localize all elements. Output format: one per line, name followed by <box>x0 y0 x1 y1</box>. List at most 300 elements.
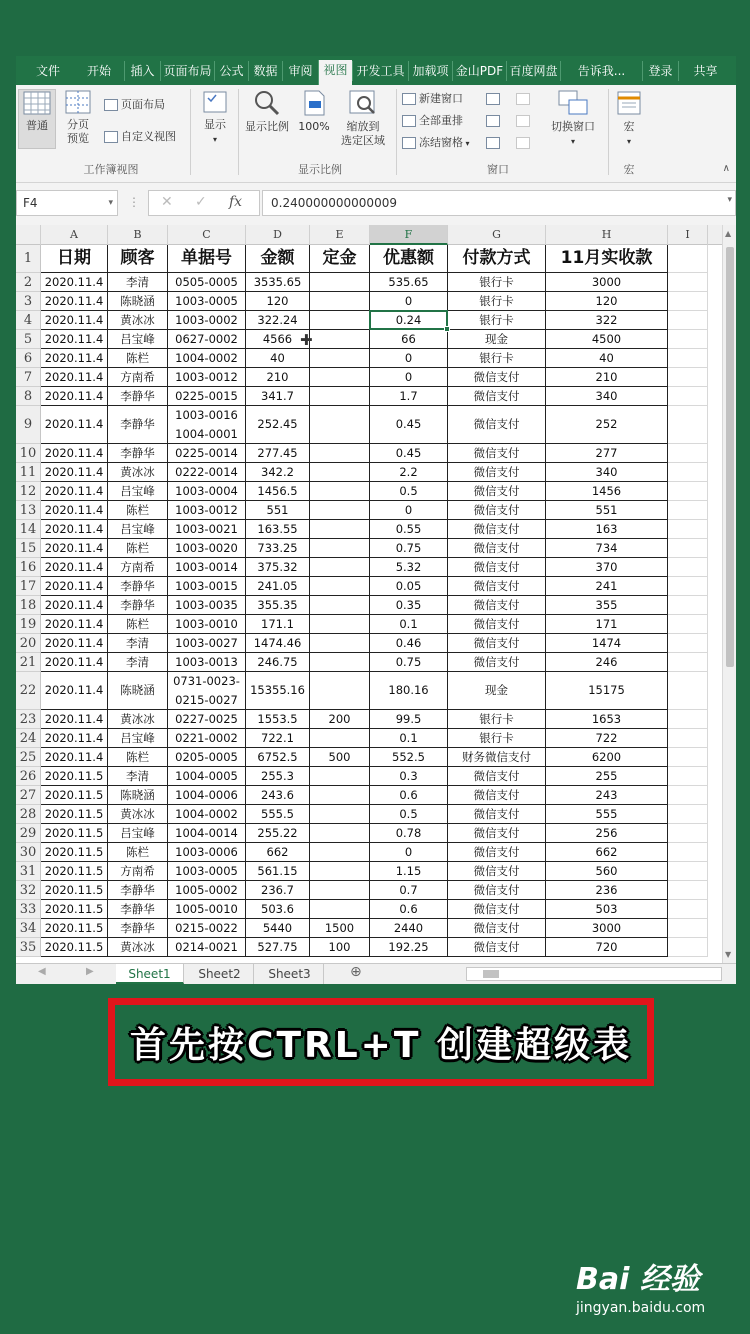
cell[interactable]: 0731-0023- 0215-0027 <box>168 672 246 710</box>
cell[interactable]: 0 <box>370 349 448 368</box>
show-button[interactable] <box>196 89 234 151</box>
row-header-15[interactable]: 15 <box>16 539 41 558</box>
cell[interactable]: 李清 <box>108 653 168 672</box>
cell[interactable] <box>310 767 370 786</box>
cell[interactable] <box>668 672 708 710</box>
row-header-18[interactable]: 18 <box>16 596 41 615</box>
cell[interactable]: 0.1 <box>370 729 448 748</box>
row-header-24[interactable]: 24 <box>16 729 41 748</box>
cell[interactable] <box>310 406 370 444</box>
cell[interactable]: 黄冰冰 <box>108 463 168 482</box>
cell[interactable]: 200 <box>310 710 370 729</box>
cell[interactable]: 1003-0015 <box>168 577 246 596</box>
row-header-10[interactable]: 10 <box>16 444 41 463</box>
sheet-tab-2[interactable]: Sheet2 <box>186 964 254 984</box>
cell[interactable]: 微信支付 <box>448 805 546 824</box>
cell[interactable] <box>310 824 370 843</box>
cell[interactable]: 2020.11.4 <box>41 672 108 710</box>
row-header-34[interactable]: 34 <box>16 919 41 938</box>
cell[interactable]: 277 <box>546 444 668 463</box>
cell[interactable]: 方南希 <box>108 368 168 387</box>
cell[interactable]: 255 <box>546 767 668 786</box>
cell[interactable]: 微信支付 <box>448 615 546 634</box>
cell[interactable]: 375.32 <box>246 558 310 577</box>
cell[interactable]: 527.75 <box>246 938 310 957</box>
cell[interactable]: 1003-0005 <box>168 862 246 881</box>
cell[interactable]: 微信支付 <box>448 881 546 900</box>
cell[interactable]: 100 <box>310 938 370 957</box>
cell[interactable]: 0.6 <box>370 786 448 805</box>
cell[interactable] <box>668 881 708 900</box>
cell[interactable]: 1500 <box>310 919 370 938</box>
cell[interactable]: 0505-0005 <box>168 273 246 292</box>
cell[interactable]: 2020.11.4 <box>41 444 108 463</box>
cell[interactable]: 2020.11.4 <box>41 558 108 577</box>
side-by-side-button[interactable] <box>516 91 533 107</box>
column-header-f[interactable]: F <box>370 225 448 245</box>
cell[interactable]: 0 <box>370 501 448 520</box>
cell[interactable] <box>310 577 370 596</box>
row-header-9[interactable]: 9 <box>16 406 41 444</box>
tab-6[interactable]: 审阅 <box>282 61 318 81</box>
cell[interactable] <box>668 558 708 577</box>
cell[interactable] <box>310 596 370 615</box>
cell[interactable]: 1003-0012 <box>168 368 246 387</box>
cell[interactable]: 340 <box>546 387 668 406</box>
row-header-13[interactable]: 13 <box>16 501 41 520</box>
cell[interactable]: 微信支付 <box>448 786 546 805</box>
cell[interactable] <box>310 900 370 919</box>
row-header-5[interactable]: 5 <box>16 330 41 349</box>
cell[interactable]: 1553.5 <box>246 710 310 729</box>
cell[interactable]: 微信支付 <box>448 463 546 482</box>
cell[interactable]: 210 <box>546 368 668 387</box>
cell[interactable]: 微信支付 <box>448 843 546 862</box>
cell[interactable]: 252 <box>546 406 668 444</box>
column-title[interactable]: 定金 <box>310 245 370 273</box>
cell[interactable] <box>310 330 370 349</box>
page-layout-button[interactable] <box>104 97 165 113</box>
tab-1[interactable]: 开始 <box>86 64 111 78</box>
cell[interactable]: 3535.65 <box>246 273 310 292</box>
cell[interactable]: 银行卡 <box>448 710 546 729</box>
cell[interactable]: 2020.11.4 <box>41 501 108 520</box>
cell[interactable]: 1.7 <box>370 387 448 406</box>
cell[interactable]: 340 <box>546 463 668 482</box>
cell[interactable]: 微信支付 <box>448 767 546 786</box>
cell[interactable] <box>668 862 708 881</box>
split-button[interactable] <box>486 91 503 107</box>
cell[interactable]: 243 <box>546 786 668 805</box>
cell[interactable]: 微信支付 <box>448 938 546 957</box>
cell[interactable] <box>668 349 708 368</box>
row-header-14[interactable]: 14 <box>16 520 41 539</box>
cell[interactable]: 5.32 <box>370 558 448 577</box>
row-header-1[interactable]: 1 <box>16 245 41 273</box>
cell[interactable]: 银行卡 <box>448 311 546 330</box>
column-title[interactable]: 优惠额 <box>370 245 448 273</box>
name-box[interactable] <box>16 190 118 216</box>
cell[interactable]: 662 <box>246 843 310 862</box>
cell[interactable] <box>668 330 708 349</box>
column-title[interactable] <box>668 245 708 273</box>
cell[interactable]: 0225-0014 <box>168 444 246 463</box>
row-header-35[interactable]: 35 <box>16 938 41 957</box>
cell[interactable]: 1.15 <box>370 862 448 881</box>
cell[interactable]: 3000 <box>546 273 668 292</box>
cell[interactable] <box>668 292 708 311</box>
cell[interactable]: 2020.11.5 <box>41 938 108 957</box>
cell[interactable]: 252.45 <box>246 406 310 444</box>
cell[interactable]: 2.2 <box>370 463 448 482</box>
cell[interactable] <box>310 786 370 805</box>
cell[interactable]: 1003-0014 <box>168 558 246 577</box>
cell[interactable]: 1003-0010 <box>168 615 246 634</box>
cell[interactable]: 李静华 <box>108 596 168 615</box>
freeze-panes-button[interactable] <box>402 135 470 151</box>
cell[interactable] <box>310 653 370 672</box>
column-title[interactable]: 日期 <box>41 245 108 273</box>
cell[interactable]: 陈晓涵 <box>108 672 168 710</box>
cell[interactable]: 微信支付 <box>448 482 546 501</box>
cell[interactable]: 微信支付 <box>448 577 546 596</box>
cell[interactable]: 1003-0027 <box>168 634 246 653</box>
cell[interactable]: 4566 <box>246 330 310 349</box>
cell[interactable]: 2020.11.4 <box>41 596 108 615</box>
cell[interactable]: 陈栏 <box>108 501 168 520</box>
cell[interactable]: 256 <box>546 824 668 843</box>
cell[interactable]: 方南希 <box>108 558 168 577</box>
cell[interactable]: 1004-0005 <box>168 767 246 786</box>
cell[interactable] <box>310 501 370 520</box>
cell[interactable]: 方南希 <box>108 862 168 881</box>
cell[interactable] <box>310 615 370 634</box>
cell[interactable]: 342.2 <box>246 463 310 482</box>
column-header-a[interactable]: A <box>41 225 108 245</box>
cell[interactable]: 2020.11.4 <box>41 729 108 748</box>
cell[interactable]: 1004-0006 <box>168 786 246 805</box>
cell[interactable]: 李清 <box>108 634 168 653</box>
cell[interactable]: 2020.11.5 <box>41 824 108 843</box>
cell[interactable]: 722.1 <box>246 729 310 748</box>
column-header-b[interactable]: B <box>108 225 168 245</box>
cell[interactable] <box>668 634 708 653</box>
cell[interactable]: 李清 <box>108 273 168 292</box>
cell[interactable]: 2020.11.5 <box>41 862 108 881</box>
cell[interactable]: 2020.11.5 <box>41 900 108 919</box>
cell[interactable]: 微信支付 <box>448 558 546 577</box>
cell[interactable] <box>668 767 708 786</box>
cell[interactable]: 微信支付 <box>448 387 546 406</box>
cell[interactable]: 241.05 <box>246 577 310 596</box>
cell[interactable] <box>668 786 708 805</box>
cell[interactable] <box>310 634 370 653</box>
cell[interactable]: 560 <box>546 862 668 881</box>
cell[interactable]: 40 <box>246 349 310 368</box>
cell[interactable]: 2020.11.4 <box>41 539 108 558</box>
cell[interactable] <box>668 520 708 539</box>
cell[interactable]: 551 <box>546 501 668 520</box>
cell[interactable]: 吕宝峰 <box>108 482 168 501</box>
hide-button[interactable] <box>486 113 503 129</box>
tab-8[interactable]: 开发工具 <box>352 61 408 81</box>
cell[interactable]: 微信支付 <box>448 824 546 843</box>
cell[interactable]: 2020.11.4 <box>41 273 108 292</box>
tab-13[interactable]: 登录 <box>642 61 678 81</box>
row-header-21[interactable]: 21 <box>16 653 41 672</box>
cell[interactable]: 吕宝峰 <box>108 520 168 539</box>
cell[interactable]: 0.1 <box>370 615 448 634</box>
cell[interactable]: 171.1 <box>246 615 310 634</box>
cell[interactable] <box>668 368 708 387</box>
tab-4[interactable]: 公式 <box>214 61 248 81</box>
cell[interactable] <box>668 615 708 634</box>
cell[interactable] <box>310 881 370 900</box>
column-title[interactable]: 付款方式 <box>448 245 546 273</box>
cell[interactable] <box>668 501 708 520</box>
cell[interactable]: 0227-0025 <box>168 710 246 729</box>
sheet-tab-3[interactable]: Sheet3 <box>256 964 324 984</box>
cell[interactable]: 陈栏 <box>108 843 168 862</box>
cell[interactable]: 243.6 <box>246 786 310 805</box>
cell[interactable]: 1003-0005 <box>168 292 246 311</box>
cell[interactable] <box>668 938 708 957</box>
cell[interactable]: 0 <box>370 843 448 862</box>
cell[interactable]: 503 <box>546 900 668 919</box>
cell[interactable]: 银行卡 <box>448 273 546 292</box>
collapse-ribbon-icon[interactable]: ∧ <box>722 163 730 174</box>
column-title[interactable]: 单据号 <box>168 245 246 273</box>
zoom-100-button[interactable] <box>296 89 332 151</box>
cell[interactable]: 李静华 <box>108 577 168 596</box>
expand-formula-icon[interactable]: ▾ <box>727 195 732 205</box>
macros-button[interactable] <box>612 89 646 151</box>
cell[interactable] <box>310 368 370 387</box>
cell[interactable]: 236 <box>546 881 668 900</box>
cell[interactable]: 341.7 <box>246 387 310 406</box>
cell[interactable]: 2020.11.5 <box>41 843 108 862</box>
cell[interactable]: 2020.11.5 <box>41 919 108 938</box>
cell[interactable] <box>668 444 708 463</box>
row-header-23[interactable]: 23 <box>16 710 41 729</box>
cell[interactable]: 241 <box>546 577 668 596</box>
cell[interactable]: 1456.5 <box>246 482 310 501</box>
sync-scroll-button[interactable] <box>516 113 533 129</box>
cell[interactable]: 黄冰冰 <box>108 311 168 330</box>
cell[interactable]: 2020.11.4 <box>41 577 108 596</box>
cell[interactable]: 722 <box>546 729 668 748</box>
cell[interactable]: 0221-0002 <box>168 729 246 748</box>
cell[interactable]: 0222-0014 <box>168 463 246 482</box>
cell[interactable]: 黄冰冰 <box>108 710 168 729</box>
cell[interactable] <box>310 729 370 748</box>
row-header-17[interactable]: 17 <box>16 577 41 596</box>
tab-12[interactable]: 告诉我... <box>560 61 642 81</box>
cell[interactable] <box>668 653 708 672</box>
cell[interactable] <box>668 577 708 596</box>
cell[interactable] <box>310 843 370 862</box>
cell[interactable] <box>310 349 370 368</box>
cell[interactable]: 2020.11.5 <box>41 786 108 805</box>
column-header-g[interactable]: G <box>448 225 546 245</box>
add-sheet-icon[interactable]: ⊕ <box>350 964 362 980</box>
cell[interactable]: 李静华 <box>108 919 168 938</box>
cell[interactable]: 2020.11.4 <box>41 710 108 729</box>
cell[interactable]: 355.35 <box>246 596 310 615</box>
row-header-11[interactable]: 11 <box>16 463 41 482</box>
cell[interactable]: 40 <box>546 349 668 368</box>
row-header-8[interactable]: 8 <box>16 387 41 406</box>
cell[interactable]: 2020.11.4 <box>41 406 108 444</box>
cell[interactable]: 120 <box>546 292 668 311</box>
cell[interactable]: 0.5 <box>370 482 448 501</box>
unhide-button[interactable] <box>486 135 503 151</box>
cell[interactable] <box>668 273 708 292</box>
switch-windows-button[interactable] <box>542 89 604 151</box>
cell[interactable]: 535.65 <box>370 273 448 292</box>
cell[interactable]: 1474 <box>546 634 668 653</box>
cell[interactable]: 180.16 <box>370 672 448 710</box>
cell[interactable]: 2440 <box>370 919 448 938</box>
row-header-33[interactable]: 33 <box>16 900 41 919</box>
cell[interactable]: 0.45 <box>370 444 448 463</box>
cell[interactable]: 0.75 <box>370 653 448 672</box>
cell[interactable]: 1004-0002 <box>168 805 246 824</box>
tab-2[interactable]: 插入 <box>124 61 160 81</box>
cell[interactable]: 李静华 <box>108 406 168 444</box>
cell[interactable]: 陈栏 <box>108 615 168 634</box>
cell[interactable]: 6200 <box>546 748 668 767</box>
cell[interactable]: 2020.11.4 <box>41 349 108 368</box>
cell[interactable]: 0225-0015 <box>168 387 246 406</box>
cell[interactable] <box>668 406 708 444</box>
formula-input[interactable]: 0.240000000000009 <box>262 190 736 216</box>
cell[interactable]: 163.55 <box>246 520 310 539</box>
cell[interactable]: 4500 <box>546 330 668 349</box>
scroll-down-icon[interactable]: ▼ <box>725 950 732 959</box>
cell[interactable]: 2020.11.4 <box>41 615 108 634</box>
cell[interactable]: 2020.11.4 <box>41 292 108 311</box>
horizontal-scroll-thumb[interactable] <box>483 970 499 978</box>
tab-9[interactable]: 加载项 <box>408 61 452 81</box>
cell[interactable]: 1004-0002 <box>168 349 246 368</box>
next-sheet-icon[interactable]: ▶ <box>86 966 94 977</box>
tab-0[interactable]: 文件 <box>35 64 60 78</box>
row-header-26[interactable]: 26 <box>16 767 41 786</box>
column-title[interactable]: 11月实收款 <box>546 245 668 273</box>
cell[interactable]: 李清 <box>108 767 168 786</box>
cell[interactable] <box>310 463 370 482</box>
cell[interactable] <box>310 805 370 824</box>
page-break-preview-button[interactable] <box>58 89 98 151</box>
cell[interactable]: 0627-0002 <box>168 330 246 349</box>
cell[interactable] <box>668 596 708 615</box>
column-header-e[interactable]: E <box>310 225 370 245</box>
cell[interactable]: 微信支付 <box>448 596 546 615</box>
cell[interactable]: 吕宝峰 <box>108 330 168 349</box>
cell[interactable]: 1003-0035 <box>168 596 246 615</box>
cell[interactable]: 陈晓涵 <box>108 292 168 311</box>
cell[interactable]: 1474.46 <box>246 634 310 653</box>
tab-11[interactable]: 百度网盘 <box>506 61 560 81</box>
cell[interactable]: 李静华 <box>108 387 168 406</box>
cell[interactable]: 2020.11.4 <box>41 311 108 330</box>
column-header-c[interactable]: C <box>168 225 246 245</box>
cell[interactable] <box>668 843 708 862</box>
cell[interactable]: 1003-0006 <box>168 843 246 862</box>
tab-10[interactable]: 金山PDF <box>452 61 506 81</box>
cell[interactable]: 2020.11.4 <box>41 653 108 672</box>
cell[interactable]: 555.5 <box>246 805 310 824</box>
cell[interactable]: 192.25 <box>370 938 448 957</box>
cell[interactable]: 1004-0014 <box>168 824 246 843</box>
cell[interactable] <box>668 710 708 729</box>
cell[interactable] <box>310 292 370 311</box>
new-window-button[interactable] <box>402 91 463 107</box>
cell[interactable]: 0.75 <box>370 539 448 558</box>
cell[interactable]: 吕宝峰 <box>108 824 168 843</box>
cell[interactable]: 551 <box>246 501 310 520</box>
cell[interactable]: 现金 <box>448 672 546 710</box>
row-header-19[interactable]: 19 <box>16 615 41 634</box>
cell[interactable]: 财务微信支付 <box>448 748 546 767</box>
cell[interactable]: 银行卡 <box>448 292 546 311</box>
sheet-tab-1[interactable]: Sheet1 <box>116 964 184 984</box>
cell[interactable]: 2020.11.4 <box>41 463 108 482</box>
check-icon[interactable]: ✓ <box>195 194 207 210</box>
cell[interactable] <box>310 558 370 577</box>
cell[interactable]: 微信支付 <box>448 368 546 387</box>
cell[interactable] <box>310 273 370 292</box>
function-icon[interactable]: fx <box>229 194 243 210</box>
cell[interactable]: 0.24 <box>370 311 448 330</box>
cell[interactable]: 236.7 <box>246 881 310 900</box>
tab-14[interactable]: 共享 <box>678 61 732 81</box>
reset-position-button[interactable] <box>516 135 533 151</box>
cell[interactable]: 陈晓涵 <box>108 786 168 805</box>
cell[interactable] <box>310 862 370 881</box>
cell[interactable]: 2020.11.4 <box>41 387 108 406</box>
cell[interactable]: 李静华 <box>108 900 168 919</box>
cell[interactable]: 322.24 <box>246 311 310 330</box>
cell[interactable]: 733.25 <box>246 539 310 558</box>
cell[interactable]: 0205-0005 <box>168 748 246 767</box>
cell[interactable]: 503.6 <box>246 900 310 919</box>
row-header-16[interactable]: 16 <box>16 558 41 577</box>
row-header-30[interactable]: 30 <box>16 843 41 862</box>
cell[interactable]: 355 <box>546 596 668 615</box>
row-header-27[interactable]: 27 <box>16 786 41 805</box>
cell[interactable]: 0.5 <box>370 805 448 824</box>
cell[interactable]: 1003-0013 <box>168 653 246 672</box>
cell[interactable]: 0.3 <box>370 767 448 786</box>
cell[interactable] <box>310 672 370 710</box>
cell[interactable]: 1005-0002 <box>168 881 246 900</box>
cell[interactable]: 银行卡 <box>448 729 546 748</box>
cell[interactable]: 1003-0020 <box>168 539 246 558</box>
cell[interactable]: 陈栏 <box>108 349 168 368</box>
cell[interactable]: 银行卡 <box>448 349 546 368</box>
cell[interactable] <box>668 387 708 406</box>
cell[interactable] <box>310 482 370 501</box>
cell[interactable] <box>310 520 370 539</box>
cell[interactable]: 662 <box>546 843 668 862</box>
cell[interactable]: 322 <box>546 311 668 330</box>
cell[interactable]: 66 <box>370 330 448 349</box>
tab-5[interactable]: 数据 <box>248 61 282 81</box>
cell[interactable] <box>668 311 708 330</box>
row-header-32[interactable]: 32 <box>16 881 41 900</box>
